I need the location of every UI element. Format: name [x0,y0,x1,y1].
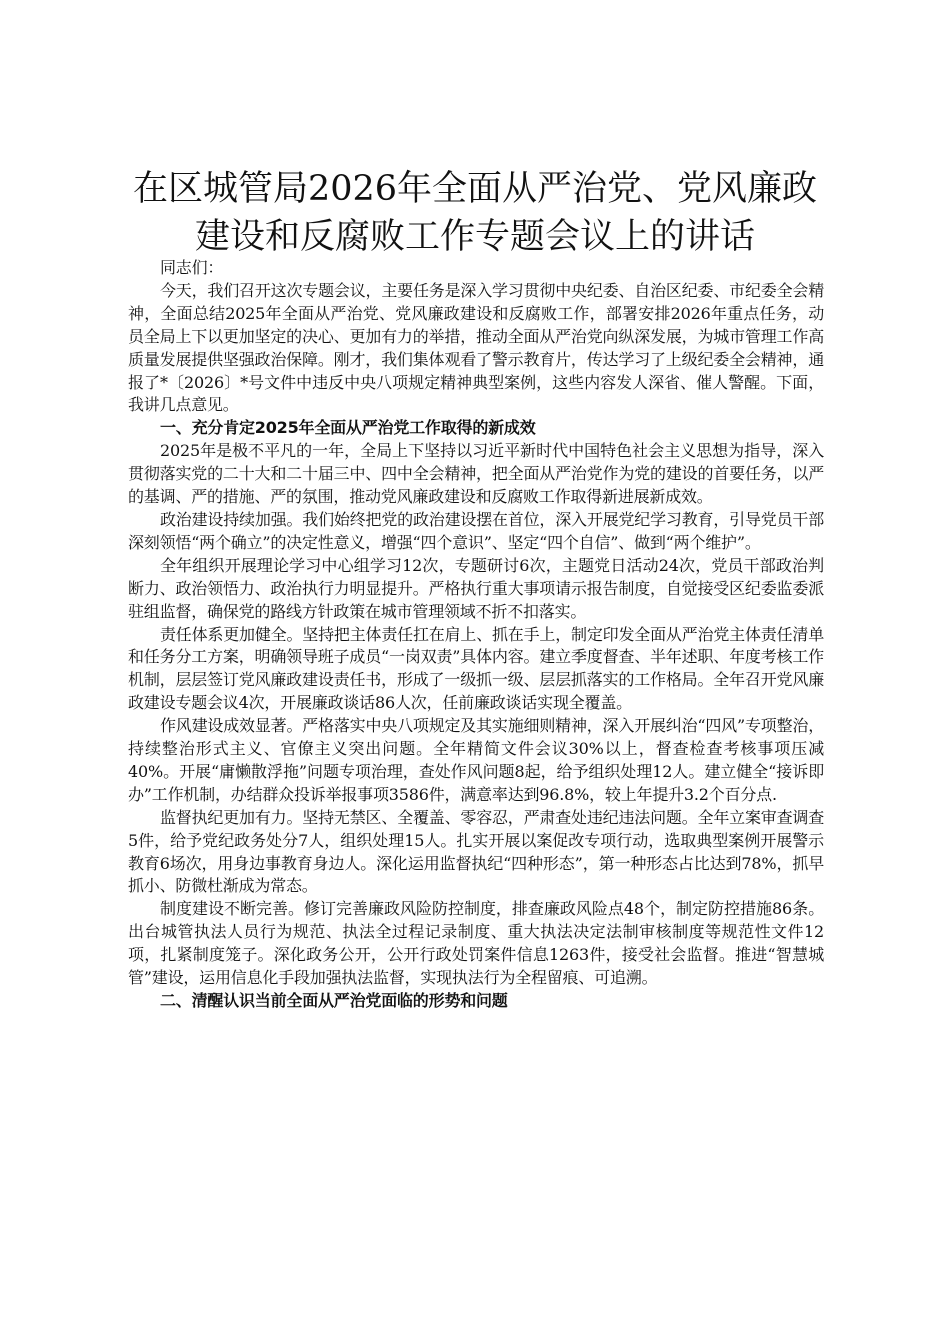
paragraph: 政治建设持续加强。我们始终把党的政治建设摆在首位，深入开展党纪学习教育，引导党员干部深刻领悟“两个确立”的决定性意义，增强“四个意识”、坚定“四个自信”、做到“两个维护”。 [128,509,824,552]
section-heading-2: 二、清醒认识当前全面从严治党面临的形势和问题 [160,991,508,1010]
paragraph: 2025年是极不平凡的一年，全局上下坚持以习近平新时代中国特色社会主义思想为指导，深入贯彻落实党的二十大和二十届三中、四中全会精神，把全面从严治党作为党的建设的首要任务，以严的基调、严的措施、严的氛围，推动党风廉政建设和反腐败工作取得新进展新成效。 [128,441,824,507]
paragraph: 全年组织开展理论学习中心组学习12次，专题研讨6次，主题党日活动24次，党员干部政治判断力、政治领悟力、政治执行力明显提升。严格执行重大事项请示报告制度，自觉接受区纪委监委派驻组监督，确保党的路线方针政策在城市管理领域不折不扣落实。 [128,555,824,621]
document-body [128,257,824,1013]
paragraph: 监督执纪更加有力。坚持无禁区、全覆盖、零容忍，严肃查处违纪违法问题。全年立案审查调查5件，给予党纪政务处分7人，组织处理15人。扎实开展以案促改专项行动，选取典型案例开展警示教育6场次，用身边事教育身边人。深化运用监督执纪“四种形态”，第一种形态占比达到78%，抓早抓小、防微杜渐成为常态。 [128,807,824,896]
intro-paragraph: 今天，我们召开这次专题会议，主要任务是深入学习贯彻中央纪委、自治区纪委、市纪委全会精神，全面总结2025年全面从严治党、党风廉政建设和反腐败工作，部署安排2026年重点任务，动员全局上下以更加坚定的决心、更加有力的举措，推动全面从严治党向纵深发展，为城市管理工作高质量发展提供坚强政治保障。刚才，我们集体观看了警示教育片，传达学习了上级纪委全会精神，通报了*〔2026〕*号文件中违反中央八项规定精神典型案例，这些内容发人深省、催人警醒。下面，我讲几点意见。 [128,280,824,415]
paragraph: 制度建设不断完善。修订完善廉政风险防控制度，排查廉政风险点48个，制定防控措施86条。出台城管执法人员行为规范、执法全过程记录制度、重大执法决定法制审核制度等规范性文件12项，扎紧制度笼子。深化政务公开，公开行政处罚案件信息1263件，接受社会监督。推进“智慧城管”建设，运用信息化手段加强执法监督，实现执法行为全程留痕、可追溯。 [128,899,824,988]
paragraph: 责任体系更加健全。坚持把主体责任扛在肩上、抓在手上，制定印发全面从严治党主体责任清单和任务分工方案，明确领导班子成员“一岗双责”具体内容。建立季度督查、半年述职、年度考核工作机制，层层签订党风廉政建设责任书，形成了一级抓一级、层层抓落实的工作格局。全年召开党风廉政建设专题会议4次，开展廉政谈话86人次，任前廉政谈话实现全覆盖。 [128,624,824,713]
salutation: 同志们： [160,258,224,277]
document-title: 在区城管局2026年全面从严治党、党风廉政建设和反腐败工作专题会议上的讲话 [132,169,818,257]
paragraph: 作风建设成效显著。严格落实中央八项规定及其实施细则精神，深入开展纠治“四风”专项整治，持续整治形式主义、官僚主义突出问题。全年精简文件会议30%以上，督查检查考核事项压减40%。开展“庸懒散浮拖”问题专项治理，查处作风问题8起，给予组织处理12人。建立健全“接诉即办”工作机制，办结群众投诉举报事项3586件，满意率达到96.8%，较上年提升3.2个百分点. [128,716,824,804]
section-heading-1: 一、充分肯定2025年全面从严治党工作取得的新成效 [160,418,536,438]
